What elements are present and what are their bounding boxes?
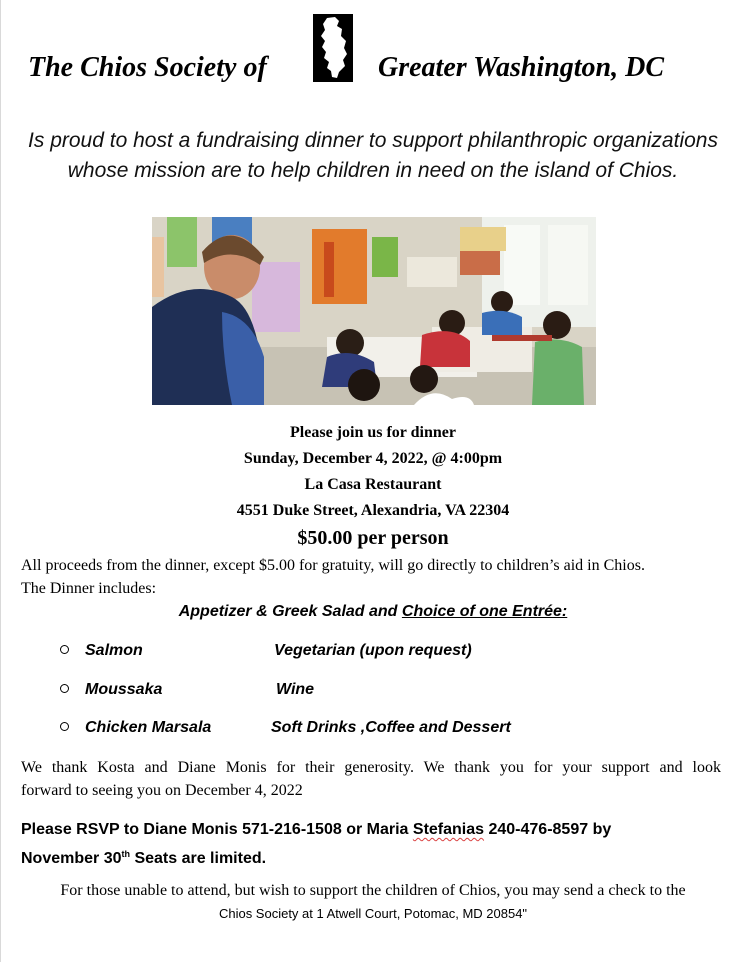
bullet-icon [60,722,69,731]
menu-extra: Wine [276,681,315,698]
menu-extra: Soft Drinks ,Coffee and Dessert [271,719,511,736]
chios-island-icon [313,14,353,82]
menu-extra: Vegetarian (upon request) [274,642,472,659]
rsvp-part4: Seats are limited. [130,850,267,867]
includes-heading-part1: Appetizer & Greek Salad and [178,603,402,620]
children-classroom-photo [152,217,596,405]
rsvp-part2: 240-476-8597 by [484,821,612,838]
join-line: Please join us for dinner [290,424,456,441]
title-left: The Chios Society of [28,52,267,83]
menu-entree: Chicken Marsala [85,719,212,736]
footer-line-1: For those unable to attend, but wish to support the children of Chios, you may send a check to the [60,882,686,899]
title-right: Greater Washington, DC [378,52,665,83]
bullet-icon [60,684,69,693]
includes-heading-part2: Choice of one Entrée: [401,603,568,620]
event-date: Sunday, December 4, 2022, @ 4:00pm [243,450,503,467]
footer-line-2: Chios Society at 1 Atwell Court, Potomac, MD 20854" [218,906,528,921]
menu-entree: Salmon [85,642,143,659]
includes-label: The Dinner includes: [21,580,157,597]
event-price: $50.00 per person [297,527,449,549]
event-venue: La Casa Restaurant [304,476,442,493]
menu-entree: Moussaka [85,681,163,698]
intro-text: Is proud to host a fundraising dinner to support philanthropic organizations whose mission are to help children in need on the island of Chios. [28,129,718,182]
rsvp-text [21,818,721,871]
bullet-icon [60,645,69,654]
thanks-line-2: forward to seeing you on December 4, 2022 [21,782,303,799]
event-address: 4551 Duke Street, Alexandria, VA 22304 [236,502,510,519]
thanks-line-1: We thank Kosta and Diane Monis for their generosity. We thank you for your support and look [21,759,721,776]
rsvp-name-flagged: Stefanias [412,821,485,838]
rsvp-part3: November 30 [21,850,122,867]
header [0,14,746,90]
proceeds-text: All proceeds from the dinner, except $5.00 for gratuity, will go directly to children’s aid in Chios. [21,557,645,574]
rsvp-sup: th [121,849,130,859]
rsvp-part1: Please RSVP to Diane Monis 571-216-1508 or Maria [21,821,413,838]
includes-heading [0,603,746,621]
